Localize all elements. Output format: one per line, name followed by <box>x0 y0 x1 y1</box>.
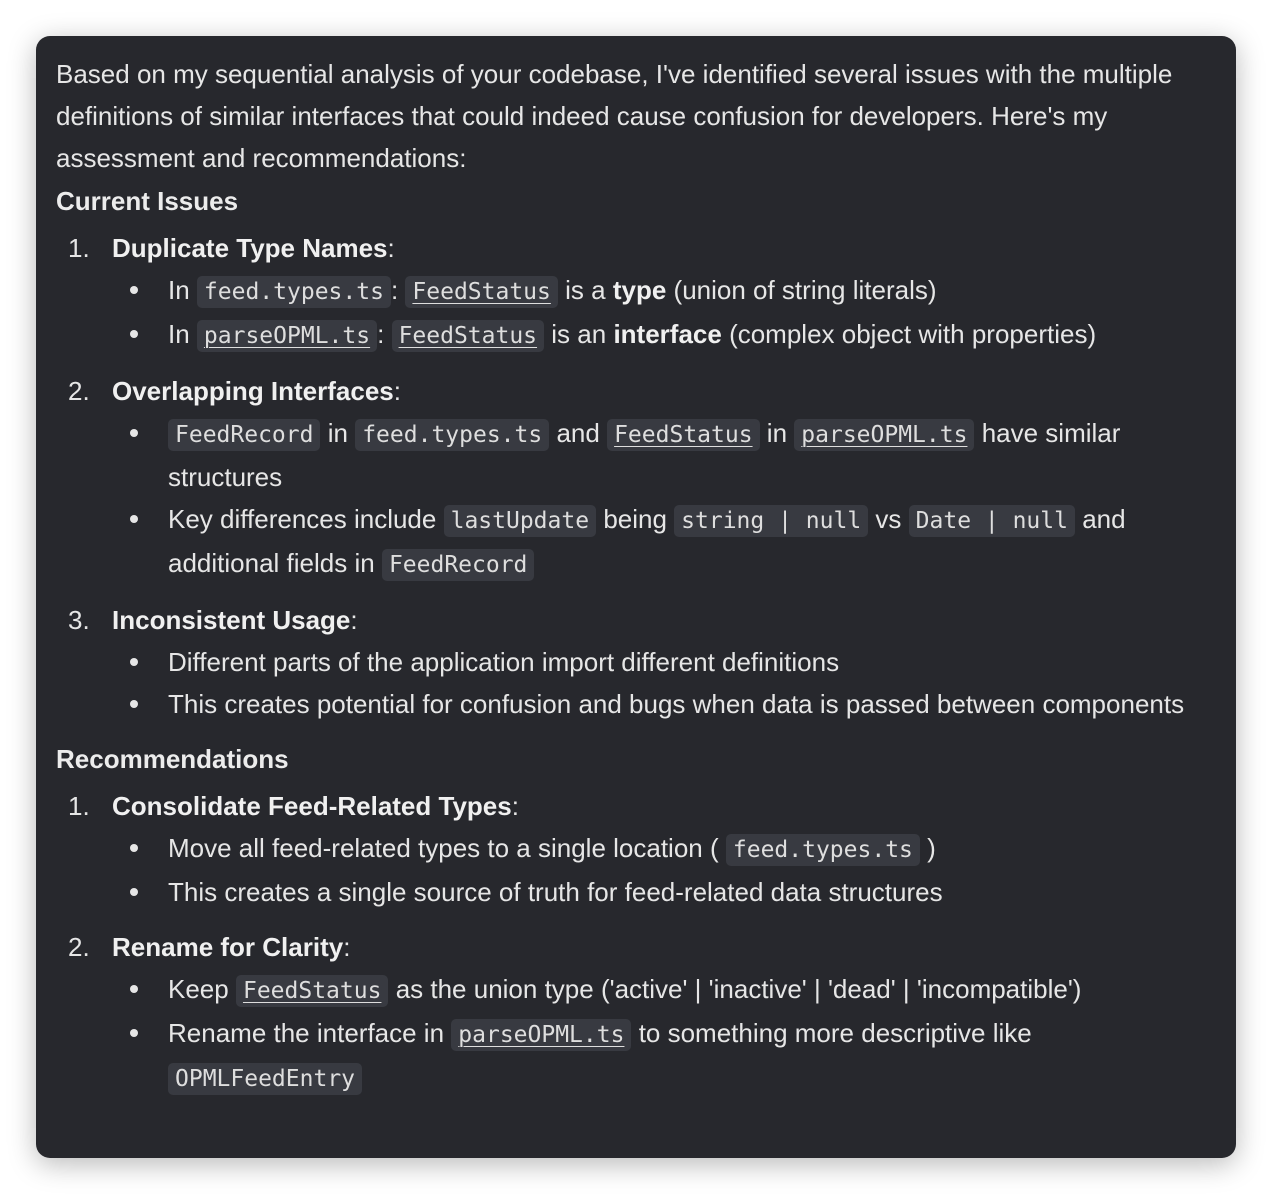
code-link-parseopml[interactable]: parseOPML.ts <box>794 419 974 451</box>
bullet-dot-icon <box>130 330 138 338</box>
issue-bullets <box>112 412 1216 586</box>
bullet-dot-icon <box>130 985 138 993</box>
recommendation-title: Rename for Clarity <box>112 932 344 962</box>
issue-title: Overlapping Interfaces <box>112 376 394 406</box>
recommendation-bullets <box>112 827 1216 913</box>
text: Different parts of the application import different definitions <box>168 647 840 677</box>
bullet-dot-icon <box>130 658 138 666</box>
text: in <box>766 418 788 448</box>
heading-recommendations: Recommendations <box>56 744 289 774</box>
list-number: 3. <box>68 605 90 635</box>
bullet-dot-icon <box>130 429 138 437</box>
colon: : <box>511 791 519 821</box>
text: Keep <box>168 974 229 1004</box>
bold-text: type <box>612 275 667 305</box>
issue-bullets <box>112 641 1216 725</box>
bullet-dot-icon <box>130 1029 138 1037</box>
text: This creates a single source of truth for feed-related data structures <box>168 877 943 907</box>
code-file-name: feed.types.ts <box>197 276 391 308</box>
list-number: 2. <box>68 932 90 962</box>
code-type-name: OPMLFeedEntry <box>168 1063 362 1095</box>
issue-title: Duplicate Type Names <box>112 233 388 263</box>
text: is an <box>551 319 607 349</box>
chat-message-card <box>36 36 1236 1158</box>
bullet-dot-icon <box>130 286 138 294</box>
text: and <box>556 418 600 448</box>
issue-bullets <box>112 269 1216 357</box>
issue-item-2 <box>56 370 1216 586</box>
code-type-expression: Date | null <box>909 505 1075 537</box>
code-field-name: lastUpdate <box>444 505 596 537</box>
bullet-item <box>112 683 1216 725</box>
text: In <box>168 275 190 305</box>
bullet-item <box>112 641 1216 683</box>
code-type-name: FeedRecord <box>382 549 534 581</box>
colon: : <box>393 376 401 406</box>
bullet-item <box>112 498 1216 586</box>
bullet-item <box>112 1012 1216 1100</box>
text: In <box>168 319 190 349</box>
colon: : <box>387 233 395 263</box>
code-link-feedstatus[interactable]: FeedStatus <box>392 320 544 352</box>
list-number: 2. <box>68 376 90 406</box>
bullet-item <box>112 871 1216 913</box>
bold-text: interface <box>613 319 722 349</box>
code-link-parseopml[interactable]: parseOPML.ts <box>451 1019 631 1051</box>
colon: : <box>343 932 351 962</box>
list-number: 1. <box>68 791 90 821</box>
text: : <box>390 275 399 305</box>
text: as the union type ('active' | 'inactive' | 'dead' | 'incompatible') <box>395 974 1082 1004</box>
bullet-dot-icon <box>130 515 138 523</box>
issue-item-1 <box>56 227 1216 357</box>
issue-item-3 <box>56 599 1216 725</box>
current-issues-list <box>56 227 1216 725</box>
text: Key differences include <box>168 504 437 534</box>
text: vs <box>875 504 902 534</box>
text: and additional fields in <box>168 504 1126 578</box>
text: Rename the interface in <box>168 1018 445 1048</box>
text: to something more descriptive like <box>638 1018 1032 1048</box>
code-file-name: feed.types.ts <box>355 419 549 451</box>
text: have similar structures <box>168 418 1121 492</box>
bullet-dot-icon <box>130 844 138 852</box>
heading-current-issues: Current Issues <box>56 186 239 216</box>
bullet-dot-icon <box>130 700 138 708</box>
recommendation-title: Consolidate Feed-Related Types <box>112 791 512 821</box>
issue-title: Inconsistent Usage <box>112 605 351 635</box>
code-link-feedstatus[interactable]: FeedStatus <box>405 276 557 308</box>
bullet-item <box>112 269 1216 313</box>
text: (union of string literals) <box>673 275 937 305</box>
bullet-item <box>112 827 1216 871</box>
code-type-expression: string | null <box>674 505 868 537</box>
list-number: 1. <box>68 233 90 263</box>
recommendation-item-1 <box>56 785 1216 913</box>
recommendations-list <box>56 785 1216 1100</box>
recommendation-item-2 <box>56 926 1216 1100</box>
code-link-feedstatus[interactable]: FeedStatus <box>236 975 388 1007</box>
recommendation-bullets <box>112 968 1216 1100</box>
bullet-item <box>112 313 1216 357</box>
bullet-item <box>112 968 1216 1012</box>
text: in <box>327 418 348 448</box>
colon: : <box>350 605 358 635</box>
bullet-item <box>112 412 1216 498</box>
text: ) <box>927 833 936 863</box>
code-link-parseopml[interactable]: parseOPML.ts <box>197 320 377 352</box>
text: (complex object with properties) <box>729 319 1097 349</box>
bullet-dot-icon <box>130 888 138 896</box>
text: Move all feed-related types to a single location ( <box>168 833 719 863</box>
text: This creates potential for confusion and bugs when data is passed between components <box>168 689 1185 719</box>
code-type-name: FeedRecord <box>168 419 320 451</box>
intro-paragraph: Based on my sequential analysis of your codebase, I've identified several issues with the multiple definitions of similar interfaces that could indeed cause confusion for developers. Here's my assessment and recommendations: <box>56 59 1173 173</box>
text: being <box>603 504 667 534</box>
code-file-name: feed.types.ts <box>726 834 920 866</box>
text: : <box>377 319 385 349</box>
text: is a <box>565 275 606 305</box>
code-link-feedstatus[interactable]: FeedStatus <box>607 419 759 451</box>
